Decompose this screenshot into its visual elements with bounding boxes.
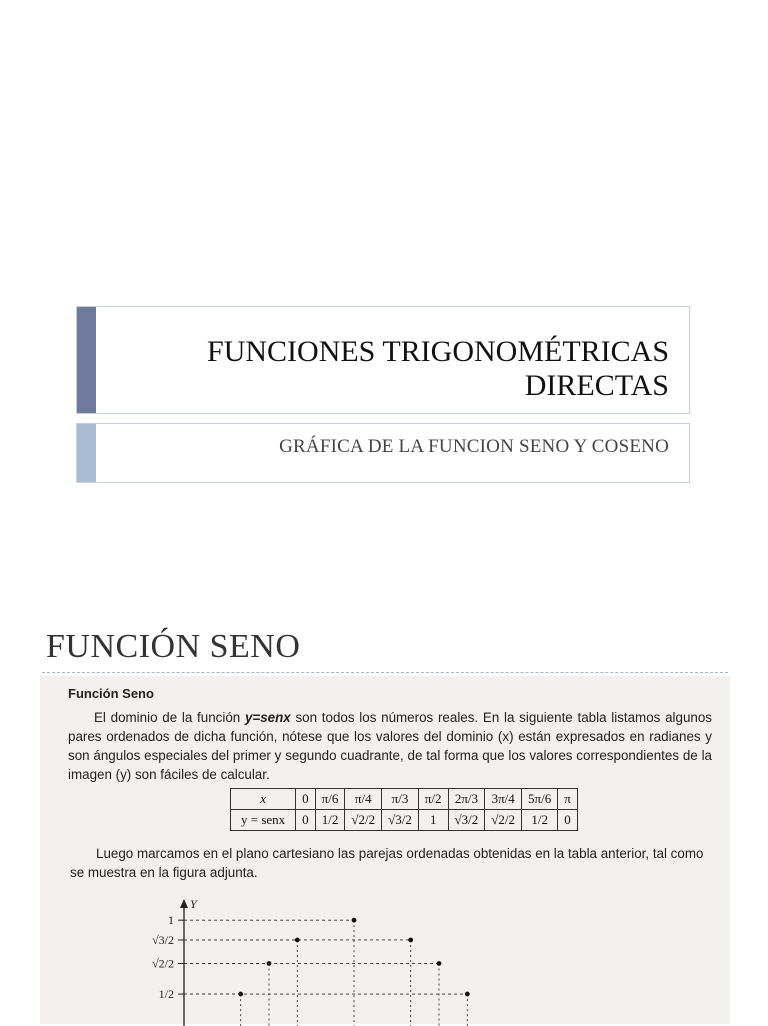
data-point <box>408 938 413 943</box>
y-tick-label: 1 <box>168 913 174 928</box>
table-cell-x-1: π/6 <box>315 789 345 810</box>
y-tick-label: 1/2 <box>158 987 174 1002</box>
table-cell-x-7: 5π/6 <box>522 789 558 810</box>
table-cell-x-8: π <box>558 789 578 810</box>
para1-function: y=senx <box>244 710 291 725</box>
table-cell-y-0: 0 <box>296 810 316 831</box>
slide-subtitle: GRÁFICA DE LA FUNCION SENO Y COSENO <box>279 436 669 457</box>
para2-text: Luego marcamos en el plano cartesiano las parejas ordenadas obtenidas en la tabla anterior, tal como se muestra en la figura adjunta. <box>70 846 704 880</box>
table-row-x <box>231 789 578 810</box>
para1-start: El dominio de la función <box>94 710 245 725</box>
sine-point-plot <box>120 886 540 1026</box>
title-box <box>76 306 690 414</box>
scan-heading: Función Seno <box>68 686 154 701</box>
y-axis-label: Y <box>190 897 197 911</box>
table-row-label: x <box>231 789 296 810</box>
table-row-y <box>231 810 578 831</box>
table-cell-y-1: 1/2 <box>315 810 345 831</box>
y-axis-arrow <box>180 899 188 908</box>
data-point <box>352 918 357 923</box>
subtitle-box <box>76 423 690 483</box>
table-cell-y-5: √3/2 <box>448 810 485 831</box>
table-cell-x-4: π/2 <box>418 789 448 810</box>
data-point <box>465 992 470 997</box>
values-table <box>230 788 578 831</box>
section-title: FUNCIÓN SENO <box>46 628 301 665</box>
subtitle-accent-bar <box>77 424 96 482</box>
y-tick-label: √3/2 <box>152 932 174 947</box>
table-cell-x-6: 3π/4 <box>485 789 522 810</box>
scanned-page <box>40 676 730 1024</box>
slide-title-line2: DIRECTAS <box>524 369 669 402</box>
table-cell-x-2: π/4 <box>345 789 382 810</box>
table-cell-x-0: 0 <box>296 789 316 810</box>
scan-paragraph-1 <box>68 708 712 784</box>
para1-rest: son todos los números reales. En la siguiente tabla listamos algunos pares ordenados de dicha función, nótese que los valores del dominio (x) están expresados en radianes y son ángulos especiales del primer y segundo cuadrante, de tal forma que los valores correspondientes de la imagen (y) son fáciles de calcular. <box>68 710 712 782</box>
table-cell-x-5: 2π/3 <box>448 789 485 810</box>
table-cell-y-2: √2/2 <box>345 810 382 831</box>
y-tick-label: √2/2 <box>152 956 174 971</box>
table-cell-y-8: 0 <box>558 810 578 831</box>
table-cell-x-3: π/3 <box>382 789 419 810</box>
dashed-divider <box>42 672 728 673</box>
table-cell-y-3: √3/2 <box>382 810 419 831</box>
table-cell-y-4: 1 <box>418 810 448 831</box>
table-cell-y-7: 1/2 <box>522 810 558 831</box>
table-cell-y-6: √2/2 <box>485 810 522 831</box>
title-accent-bar <box>77 307 96 413</box>
slide-title-line1: FUNCIONES TRIGONOMÉTRICAS <box>207 335 669 368</box>
data-point <box>437 961 442 966</box>
table-row-label: y = senx <box>231 810 296 831</box>
scan-paragraph-2 <box>70 844 714 882</box>
slide-title <box>207 335 669 403</box>
